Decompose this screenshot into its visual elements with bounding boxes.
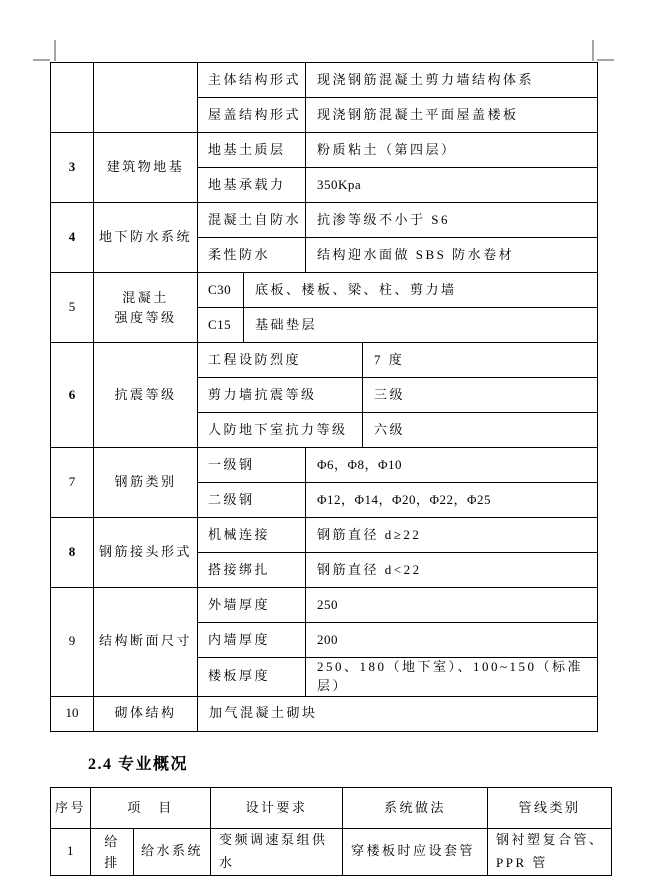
row5-category-line2: 强度等级 (114, 309, 177, 325)
row3-sub1-label: 地基承载力 (198, 168, 306, 203)
header-no: 序号 (51, 788, 91, 829)
row9-number: 9 (51, 588, 94, 697)
ov-row1-group (91, 829, 134, 876)
row3-category: 建筑物地基 (94, 133, 198, 203)
row7-sub1-value: Φ12，Φ14，Φ20，Φ22，Φ25 (306, 483, 598, 518)
table-header-row (51, 788, 612, 829)
row6-number: 6 (51, 343, 94, 448)
row4-number: 4 (51, 203, 94, 273)
header-item: 项 目 (91, 788, 211, 829)
table-row (51, 63, 598, 98)
row9-sub1-value: 200 (306, 623, 598, 658)
row9-sub0-value: 250 (306, 588, 598, 623)
row7-sub0-label: 一级钢 (198, 448, 306, 483)
row5-sub0-value: 底板、楼板、梁、柱、剪力墙 (244, 273, 598, 308)
ov-row1-number: 1 (51, 829, 91, 876)
row5-category (94, 273, 198, 343)
row10-number: 10 (51, 696, 94, 731)
row8-category: 钢筋接头形式 (94, 518, 198, 588)
table-row (51, 203, 598, 238)
row2-sub1-value: 现浇钢筋混凝土平面屋盖楼板 (306, 98, 598, 133)
header-design: 设计要求 (211, 788, 343, 829)
row8-sub1-label: 搭接绑扎 (198, 553, 306, 588)
ov-row1-pipe: 钢衬塑复合管、PPR 管 (488, 829, 612, 876)
row3-sub1-value: 350Kpa (306, 168, 598, 203)
header-pipe: 管线类别 (488, 788, 612, 829)
row9-sub1-label: 内墙厚度 (198, 623, 306, 658)
margin-mark-top-left-horizontal (33, 59, 50, 61)
ov-row1-system: 穿楼板时应设套管 (343, 829, 488, 876)
ov-row1-group-line1: 给 (104, 833, 120, 849)
row4-sub1-value: 结构迎水面做 SBS 防水卷材 (306, 238, 598, 273)
row3-number: 3 (51, 133, 94, 203)
table-row (51, 696, 598, 731)
row9-category: 结构断面尺寸 (94, 588, 198, 697)
row6-sub2-value: 六级 (363, 413, 598, 448)
row2-number-cell (51, 63, 94, 133)
row5-sub0-label: C30 (198, 273, 244, 308)
ov-row1-design: 变频调速泵组供水 (211, 829, 343, 876)
row2-sub0-label: 主体结构形式 (198, 63, 306, 98)
row5-number: 5 (51, 273, 94, 343)
table-row (51, 343, 598, 378)
row9-sub2-value: 250、180（地下室）、100~150（标准层） (306, 658, 598, 697)
row6-sub1-value: 三级 (363, 378, 598, 413)
row9-sub2-label: 楼板厚度 (198, 658, 306, 697)
row7-number: 7 (51, 448, 94, 518)
row4-sub0-label: 混凝土自防水 (198, 203, 306, 238)
row10-category: 砌体结构 (94, 696, 198, 731)
row3-sub0-label: 地基土质层 (198, 133, 306, 168)
section-heading: 2.4 专业概况 (88, 756, 189, 773)
row8-sub1-value: 钢筋直径 d<22 (306, 553, 598, 588)
row8-sub0-value: 钢筋直径 d≥22 (306, 518, 598, 553)
row5-sub1-label: C15 (198, 308, 244, 343)
row7-sub1-label: 二级钢 (198, 483, 306, 518)
table-row (51, 273, 598, 308)
row8-sub0-label: 机械连接 (198, 518, 306, 553)
row7-category: 钢筋类别 (94, 448, 198, 518)
row6-sub0-label: 工程设防烈度 (198, 343, 363, 378)
ov-row1-item: 给水系统 (134, 829, 211, 876)
row6-sub2-label: 人防地下室抗力等级 (198, 413, 363, 448)
row2-sub0-value: 现浇钢筋混凝土剪力墙结构体系 (306, 63, 598, 98)
row2-category-cell (94, 63, 198, 133)
margin-mark-top-right-vertical (592, 40, 594, 61)
margin-mark-top-right-horizontal (597, 59, 614, 61)
row5-category-line1: 混凝土 (122, 289, 169, 305)
discipline-overview-table (50, 787, 612, 876)
row8-number: 8 (51, 518, 94, 588)
row4-category: 地下防水系统 (94, 203, 198, 273)
table-row (51, 133, 598, 168)
ov-row1-group-line2: 排 (104, 854, 120, 870)
row6-sub0-value: 7 度 (363, 343, 598, 378)
row6-category: 抗震等级 (94, 343, 198, 448)
row4-sub0-value: 抗渗等级不小于 S6 (306, 203, 598, 238)
table-row (51, 829, 612, 876)
row5-sub1-value: 基础垫层 (244, 308, 598, 343)
structure-overview-table (50, 62, 598, 732)
row7-sub0-value: Φ6，Φ8，Φ10 (306, 448, 598, 483)
row2-sub1-label: 屋盖结构形式 (198, 98, 306, 133)
row9-sub0-label: 外墙厚度 (198, 588, 306, 623)
row10-value: 加气混凝土砌块 (198, 696, 598, 731)
row3-sub0-value: 粉质粘土（第四层） (306, 133, 598, 168)
margin-mark-top-left-vertical (54, 40, 56, 61)
table-row (51, 518, 598, 553)
row6-sub1-label: 剪力墙抗震等级 (198, 378, 363, 413)
row4-sub1-label: 柔性防水 (198, 238, 306, 273)
table-row (51, 588, 598, 623)
header-system: 系统做法 (343, 788, 488, 829)
table-row (51, 448, 598, 483)
